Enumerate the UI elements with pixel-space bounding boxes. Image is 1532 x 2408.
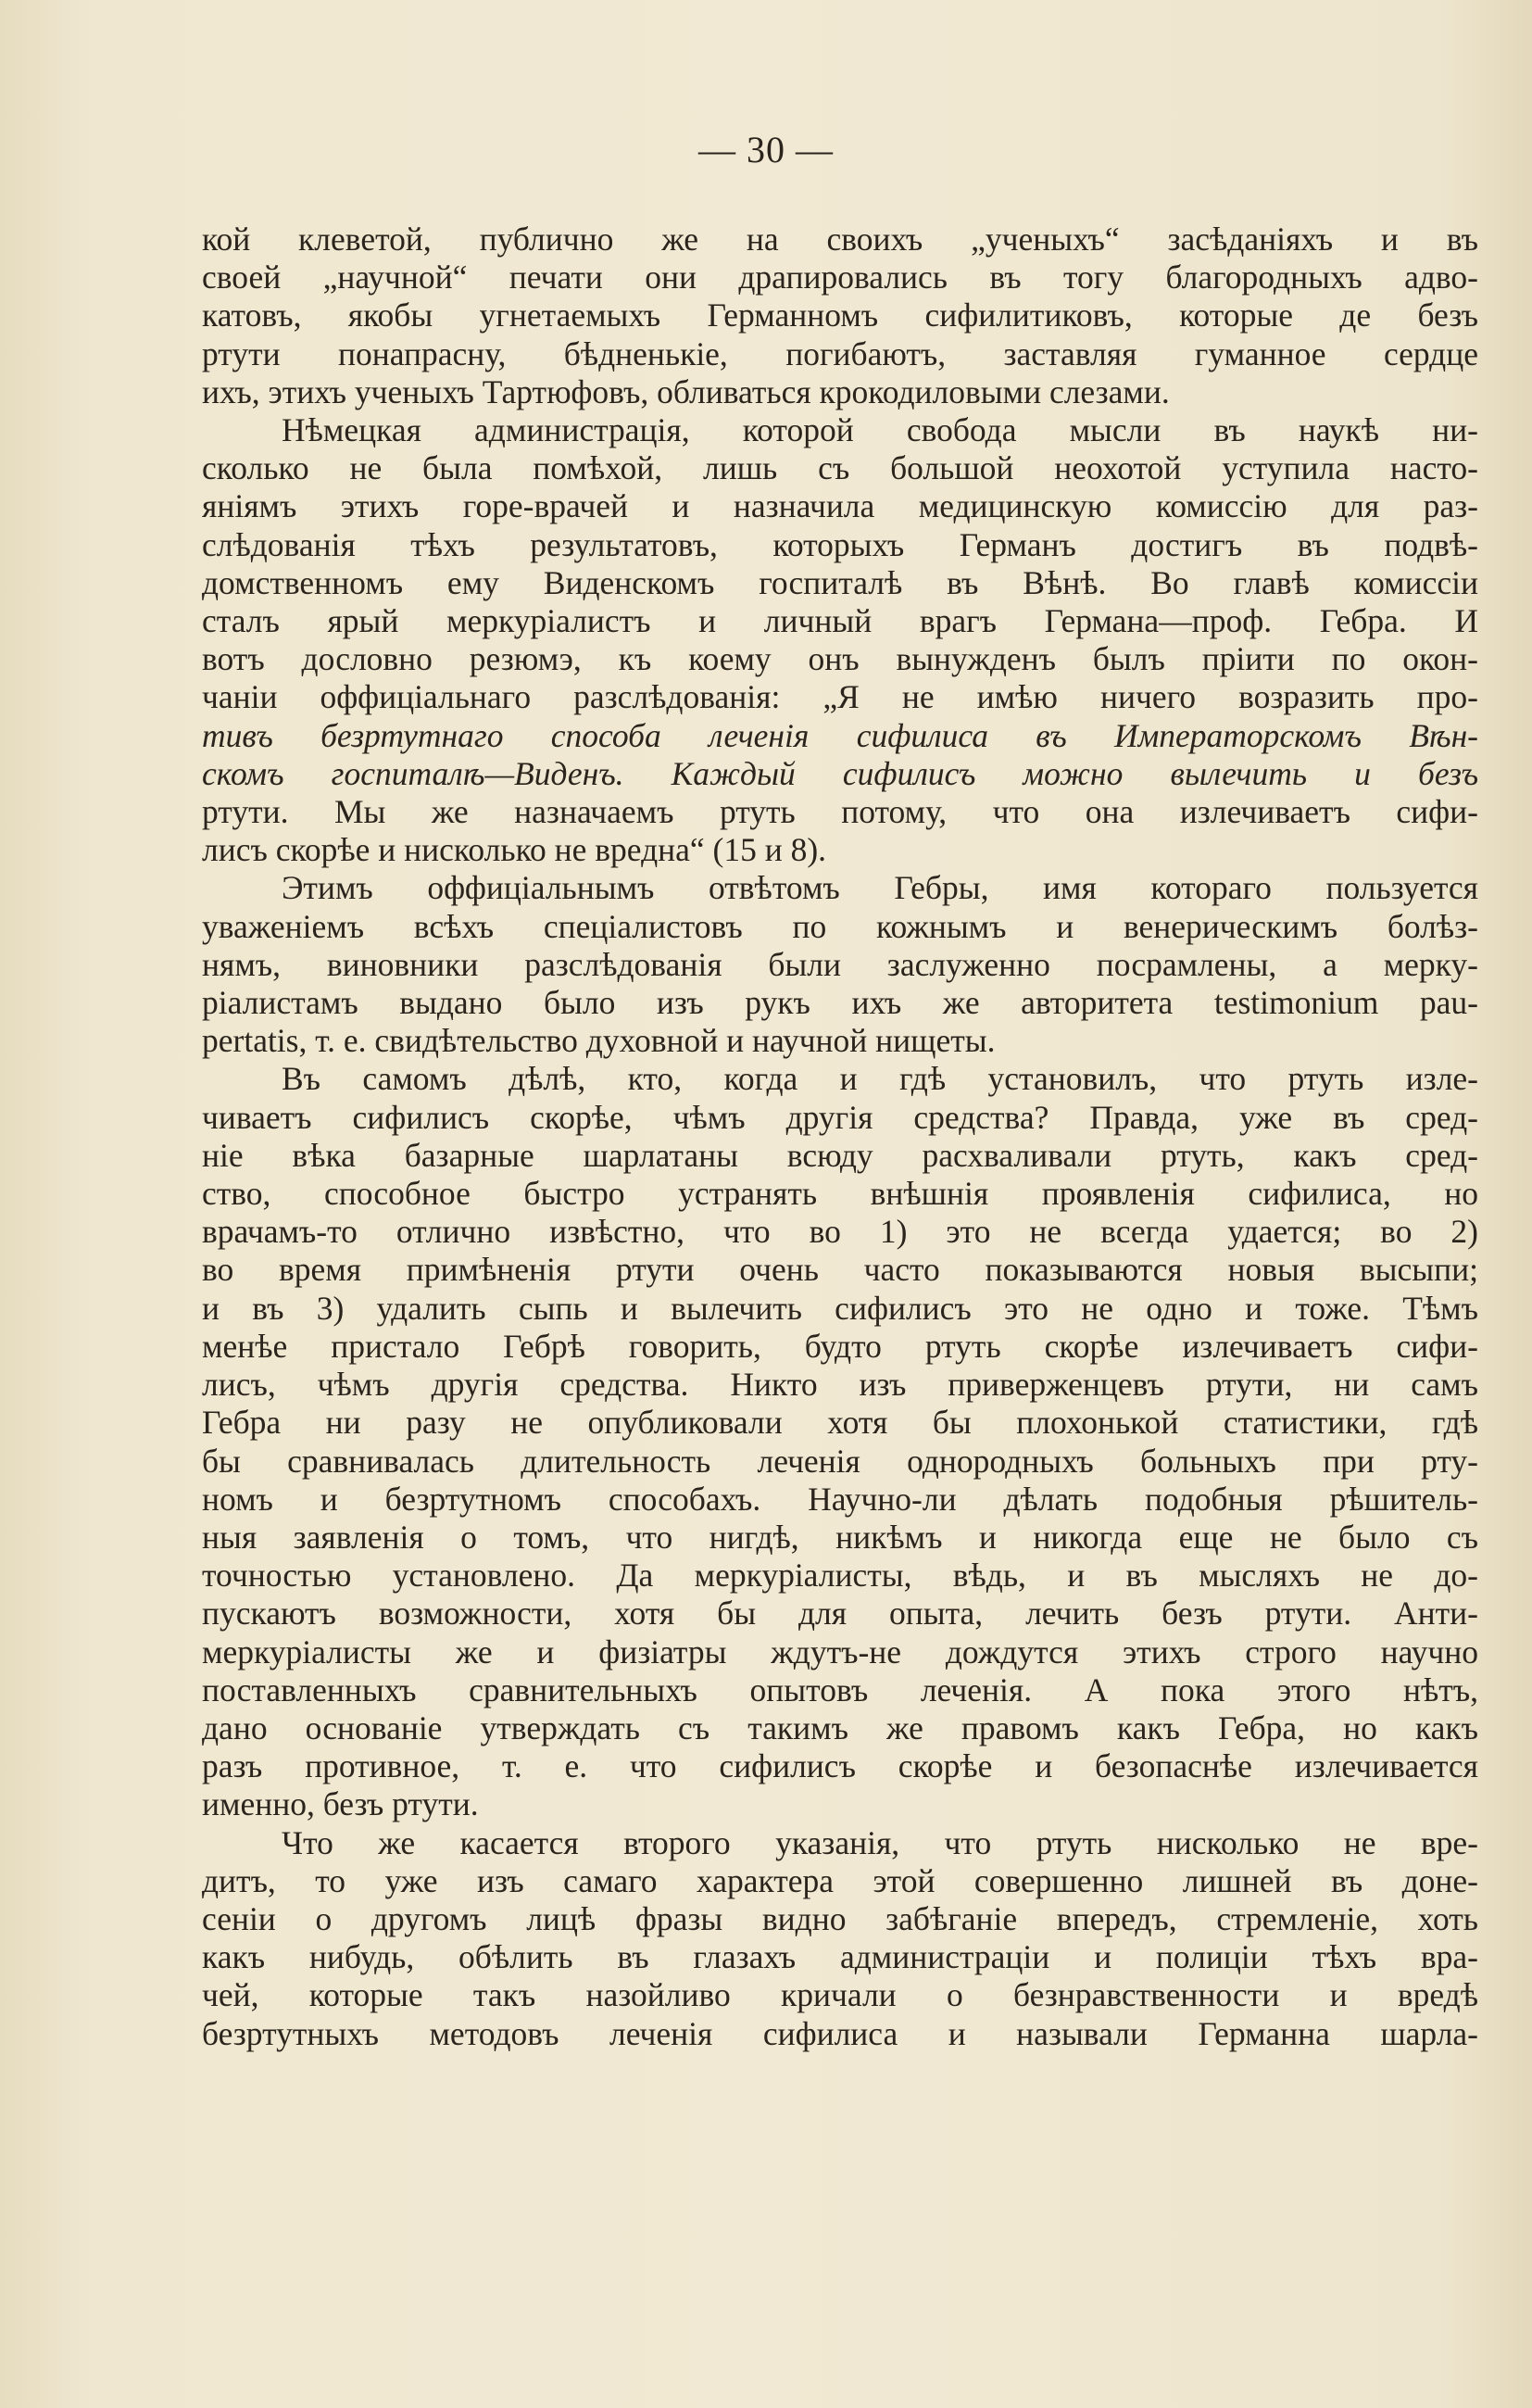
text-line: Въ самомъ дѣлѣ, кто, когда и гдѣ установилъ, что ртуть изле- <box>282 1060 1478 1098</box>
text-line: чиваетъ сифилисъ скорѣе, чѣмъ другія средства? Правда, уже въ сред- <box>202 1098 1478 1136</box>
text-line: ство, способное быстро устранять внѣшнія проявленія сифилиса, но <box>202 1175 1478 1213</box>
text-line: ніе вѣка базарные шарлатаны всюду расхваливали ртуть, какъ сред- <box>202 1136 1478 1174</box>
text-line: дитъ, то уже изъ самаго характера этой совершенно лишней въ доне- <box>202 1861 1478 1899</box>
page-number: — 30 — <box>698 129 834 170</box>
text-line: кой клеветой, публично же на своихъ „ученыхъ“ засѣданіяхъ и въ <box>202 221 1478 258</box>
text-line: pertatis, т. е. свидѣтельство духовной и научной нищеты. <box>202 1022 996 1060</box>
text-line: поставленныхъ сравнительныхъ опытовъ леченія. А пока этого нѣтъ, <box>202 1670 1478 1708</box>
text-line: пускаютъ возможности, хотя бы для опыта, лечить безъ ртути. Анти- <box>202 1595 1478 1633</box>
text-line: менѣе пристало Гебрѣ говорить, будто ртуть скорѣе излечиваетъ сифи- <box>202 1327 1478 1365</box>
text-line: сеніи о другомъ лицѣ фразы видно забѣганіе впередъ, стремленіе, хоть <box>202 1899 1478 1937</box>
text-line: бы сравнивалась длительность леченія однородныхъ больныхъ при рту- <box>202 1442 1478 1480</box>
text-line: уваженіемъ всѣхъ спеціалистовъ по кожнымъ и венерическимъ болѣз- <box>202 907 1478 945</box>
text-line: номъ и безртутномъ способахъ. Научно-ли дѣлать подобныя рѣшитель- <box>202 1480 1478 1518</box>
text-line: лисъ скорѣе и нисколько не вредна“ (15 и 8). <box>202 831 827 869</box>
text-line: Гебра ни разу не опубликовали хотя бы плохонькой статистики, гдѣ <box>202 1404 1478 1442</box>
text-line: домственномъ ему Виденскомъ госпиталѣ въ Вѣнѣ. Во главѣ комиссіи <box>202 563 1478 601</box>
text-line: ртути понапрасну, бѣдненькіе, погибаютъ, заставляя гуманное сердце <box>202 334 1478 372</box>
text-line: сколько не была помѣхой, лишь съ большой неохотой уступила насто- <box>202 449 1478 487</box>
text-line: меркуріалисты же и физіатры ждутъ-не дождутся этихъ строго научно <box>202 1633 1478 1670</box>
text-line: ртути. Мы же назначаемъ ртуть потому, что она излечиваетъ сифи- <box>202 793 1478 831</box>
text-line: ріалистамъ выдано было изъ рукъ ихъ же авторитета testimonium pau- <box>202 984 1478 1022</box>
text-line: какъ нибудь, обѣлить въ глазахъ администраціи и полиціи тѣхъ вра- <box>202 1938 1478 1976</box>
text-line: безртутныхъ методовъ леченія сифилиса и называли Германна шарла- <box>202 2014 1478 2052</box>
text-line: и въ 3) удалить сыпь и вылечить сифилисъ это не одно и тоже. Тѣмъ <box>202 1289 1478 1327</box>
text-line: точностью установлено. Да меркуріалисты, вѣдь, и въ мысляхъ не до- <box>202 1557 1478 1595</box>
text-line: слѣдованія тѣхъ результатовъ, которыхъ Германъ достигъ въ подвѣ- <box>202 525 1478 563</box>
text-line: ихъ, этихъ ученыхъ Тартюфовъ, обливаться крокодиловыми слезами. <box>202 372 1170 410</box>
text-line: своей „научной“ печати они драпировались въ тогу благородныхъ адво- <box>202 258 1478 296</box>
text-line: чей, которые такъ назойливо кричали о безнравственности и вредѣ <box>202 1976 1478 2014</box>
text-line: тивъ безртутнаго способа леченія сифилиса въ Императорскомъ Вѣн- <box>202 716 1478 754</box>
text-line: ныя заявленія о томъ, что нигдѣ, никѣмъ и никогда еще не было съ <box>202 1518 1478 1556</box>
text-line: лисъ, чѣмъ другія средства. Никто изъ приверженцевъ ртути, ни самъ <box>202 1366 1478 1404</box>
text-line: дано основаніе утверждать съ такимъ же правомъ какъ Гебра, но какъ <box>202 1708 1478 1746</box>
text-line: сталъ ярый меркуріалистъ и личный врагъ Германа—проф. Гебра. И <box>202 602 1478 640</box>
text-line: Нѣмецкая администрація, которой свобода мысли въ наукѣ ни- <box>282 411 1478 449</box>
text-line: чаніи оффиціальнаго разслѣдованія: „Я не имѣю ничего возразить про- <box>202 678 1478 716</box>
text-line: Что же касается второго указанія, что ртуть нисколько не вре- <box>282 1823 1478 1861</box>
text-line: разъ противное, т. е. что сифилисъ скорѣе и безопаснѣе излечивается <box>202 1747 1478 1785</box>
text-line: во время примѣненія ртути очень часто показываются новыя высыпи; <box>202 1251 1478 1289</box>
text-line: именно, безъ ртути. <box>202 1785 479 1823</box>
text-line: яніямъ этихъ горе-врачей и назначила медицинскую комиссію для раз- <box>202 487 1478 525</box>
text-line: катовъ, якобы угнетаемыхъ Германномъ сифилитиковъ, которые де безъ <box>202 296 1478 334</box>
body-text <box>202 221 1478 2053</box>
text-line: нямъ, виновники разслѣдованія были заслуженно посрамлены, а мерку- <box>202 945 1478 983</box>
text-line: вотъ дословно резюмэ, къ коему онъ вынужденъ былъ пріити по окон- <box>202 640 1478 678</box>
text-line: скомъ госпиталѣ—Виденъ. Каждый сифилисъ можно вылечить и безъ <box>202 754 1478 792</box>
text-line: врачамъ-то отлично извѣстно, что во 1) это не всегда удается; во 2) <box>202 1213 1478 1251</box>
text-line: Этимъ оффиціальнымъ отвѣтомъ Гебры, имя котораго пользуется <box>282 869 1478 907</box>
